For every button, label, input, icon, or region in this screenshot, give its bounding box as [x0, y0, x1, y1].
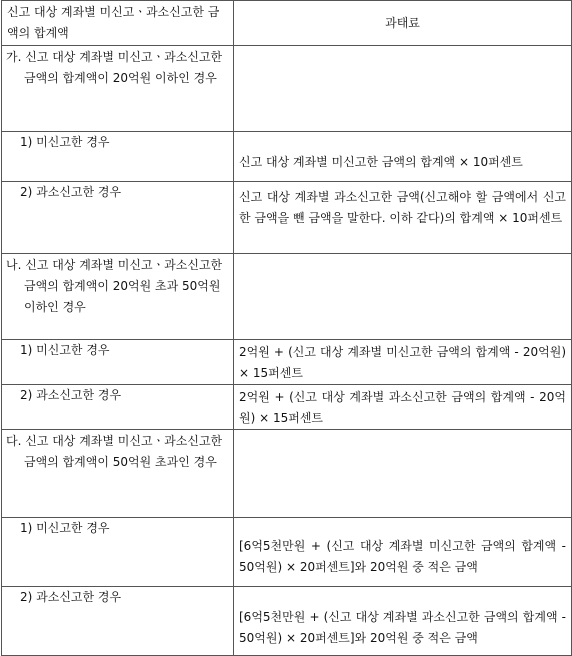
fine-formula: [6억5천만원 + (신고 대상 계좌별 과소신고한 금액의 합계액 - 50억원) × 20퍼센트]와 20억원 중 적은 금액 [234, 587, 572, 656]
section-row-ga [2, 46, 572, 132]
table-row [2, 518, 572, 587]
fine-formula: 신고 대상 계좌별 미신고한 금액의 합계액 × 10퍼센트 [234, 132, 572, 182]
table-header-row [2, 1, 572, 46]
table-row [2, 182, 572, 254]
table-row [2, 132, 572, 182]
table-row [2, 385, 572, 430]
section-fine-empty [234, 46, 572, 132]
section-fine-empty [234, 430, 572, 518]
fine-formula: 2억원 + (신고 대상 계좌별 미신고한 금액의 합계액 - 20억원) × 15퍼센트 [234, 340, 572, 385]
table-row [2, 340, 572, 385]
case-label: 2) 과소신고한 경우 [2, 385, 234, 430]
section-title-na: 나. 신고 대상 계좌별 미신고ㆍ과소신고한 금액의 합계액이 20억원 초과 50억원 이하인 경우 [2, 254, 234, 340]
section-row-da [2, 430, 572, 518]
penalty-table [1, 0, 572, 656]
case-label: 1) 미신고한 경우 [2, 340, 234, 385]
section-title-ga: 가. 신고 대상 계좌별 미신고ㆍ과소신고한 금액의 합계액이 20억원 이하인 경우 [2, 46, 234, 132]
table-row [2, 587, 572, 656]
case-label: 1) 미신고한 경우 [2, 132, 234, 182]
section-row-na [2, 254, 572, 340]
case-label: 2) 과소신고한 경우 [2, 182, 234, 254]
fine-formula: 2억원 + (신고 대상 계좌별 과소신고한 금액의 합계액 - 20억원) × 15퍼센트 [234, 385, 572, 430]
header-fine-cell: 과태료 [234, 1, 572, 46]
case-label: 2) 과소신고한 경우 [2, 587, 234, 656]
section-fine-empty [234, 254, 572, 340]
fine-formula: 신고 대상 계좌별 과소신고한 금액(신고해야 할 금액에서 신고한 금액을 뺀 금액을 말한다. 이하 같다)의 합계액 × 10퍼센트 [234, 182, 572, 254]
section-title-da: 다. 신고 대상 계좌별 미신고ㆍ과소신고한 금액의 합계액이 50억원 초과인 경우 [2, 430, 234, 518]
case-label: 1) 미신고한 경우 [2, 518, 234, 587]
header-amount-cell: 신고 대상 계좌별 미신고ㆍ과소신고한 금액의 합계액 [2, 1, 234, 46]
fine-formula: [6억5천만원 + (신고 대상 계좌별 미신고한 금액의 합계액 - 50억원) × 20퍼센트]와 20억원 중 적은 금액 [234, 518, 572, 587]
